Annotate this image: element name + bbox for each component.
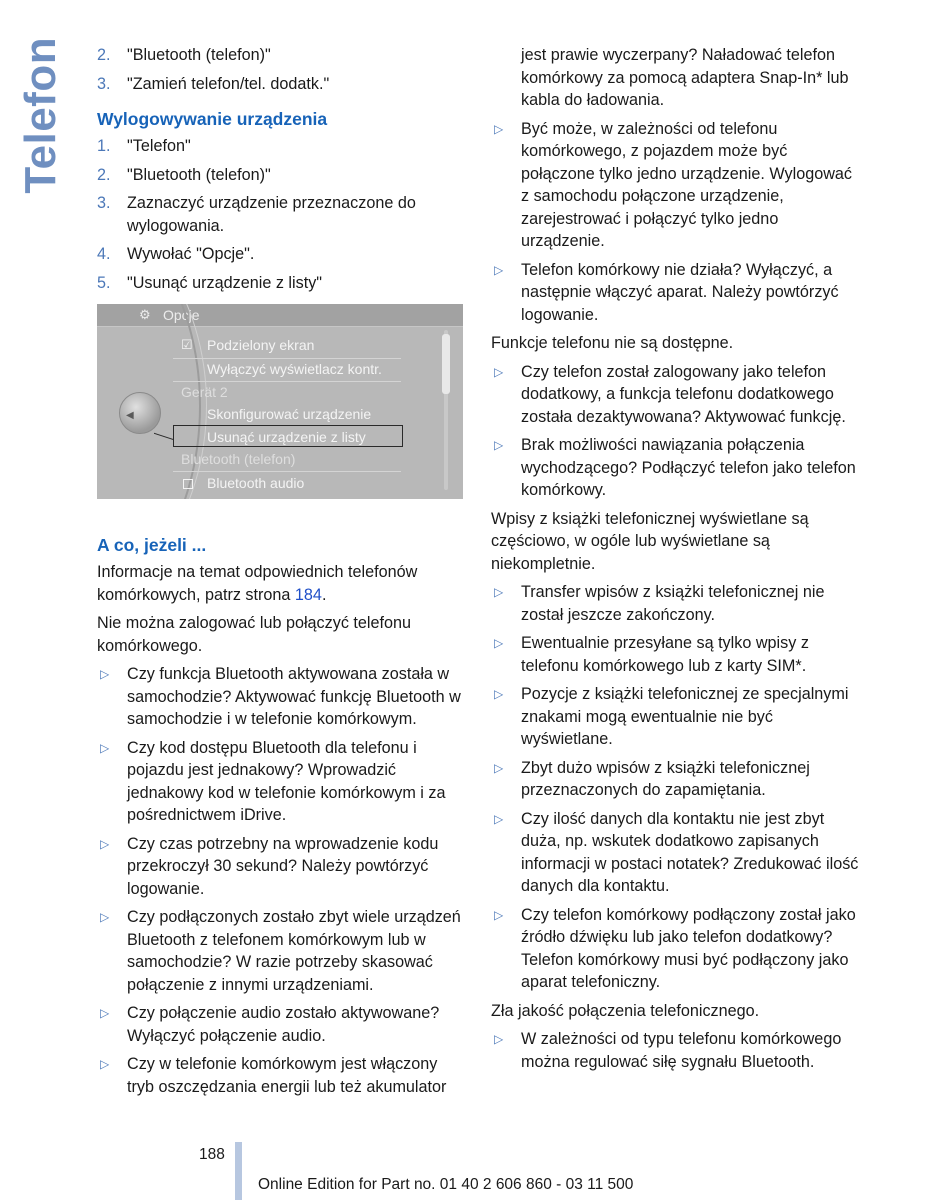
continuation-text: jest prawie wyczerpany? Naładować telefon komórkowy za pomocą adaptera Snap-In* lub kabla do ładowania. <box>521 46 849 109</box>
triangle-bullet-icon: ▷ <box>100 1006 110 1020</box>
steps-list-a <box>97 44 467 95</box>
triangle-bullet-icon: ▷ <box>100 667 110 681</box>
bullet-list <box>491 118 863 327</box>
footer-accent-bar <box>235 1142 242 1200</box>
triangle-bullet-icon: ▷ <box>494 636 504 650</box>
checkbox-checked-icon: ☑ <box>181 337 193 352</box>
triangle-bullet-icon: ▷ <box>494 907 504 922</box>
list-item: ▷ Czy funkcja Bluetooth aktywowana została w samochodzie? Aktywować funkcję Bluetooth w samochodzie i w telefonie komórkowym. <box>100 665 461 728</box>
divider <box>173 471 401 472</box>
page-number: 188 <box>199 1146 225 1163</box>
info-paragraph: Informacje na temat odpowiednich telefonów komórkowych, patrz strona 184. <box>97 563 418 604</box>
triangle-bullet-icon: ▷ <box>100 1057 110 1071</box>
list-item: 3. "Zamień telefon/tel. dodatk." <box>97 74 330 93</box>
menu-group-label: Gerät 2 <box>181 384 228 400</box>
triangle-bullet-icon: ▷ <box>494 687 504 701</box>
list-item: ▷ Czy czas potrzebny na wprowadzenie kodu przekroczył 30 sekund? Należy powtórzyć logowanie. <box>100 834 439 898</box>
list-item: ▷ Czy połączenie audio zostało aktywowane? Wyłączyć połączenie audio. <box>100 1004 440 1045</box>
menu-group-bluetooth-phone: Bluetooth (telefon) <box>181 451 296 467</box>
section-title-logout: Wylogowywanie urządzenia <box>97 109 328 129</box>
problem-heading: Zła jakość połączenia telefonicznego. <box>491 1001 760 1020</box>
triangle-bullet-icon: ▷ <box>494 121 504 136</box>
list-item: 2. "Bluetooth (telefon)" <box>97 46 271 64</box>
list-item: ▷ Być może, w zależności od telefonu komórkowego, z pojazdem może być połączone tylko jedno urządzenie. Wylogować z samochodu połączone urządzenie, zarejestrować i połączyć tylko jedno urządzenie. <box>494 119 852 250</box>
list-item: ▷ Telefon komórkowy nie działa? Wyłączyć, a następnie włączyć aparat. Należy powtórzyć logowanie. <box>494 260 839 324</box>
problem-heading: Funkcje telefonu nie są dostępne. <box>491 334 734 352</box>
divider <box>173 381 401 382</box>
right-column <box>491 44 863 1079</box>
list-item: 5. "Usunąć urządzenie z listy" <box>97 273 323 292</box>
menu-item-bluetooth-audio: Bluetooth audio <box>207 475 305 491</box>
idrive-options-screenshot <box>97 304 463 499</box>
list-item: ▷ Czy podłączonych zostało zbyt wiele urządzeń Bluetooth z telefonem komórkowym lub w samochodzie? W razie potrzeby skasować połączenie z innymi urządzeniami. <box>100 908 461 994</box>
list-item: ▷ Czy telefon komórkowy podłączony został jako źródło dźwięku lub jako telefon dodatkowy? Telefon komórkowy musi być podłączony jako aparat telefoniczny. <box>494 905 856 991</box>
bullet-list <box>97 663 467 1098</box>
menu-item-remove-device: Usunąć urządzenie z listy <box>207 429 366 445</box>
section-title-what-if: A co, jeżeli ... <box>97 535 207 555</box>
list-item: 3. Zaznaczyć urządzenie przeznaczone do wylogowania. <box>97 194 416 235</box>
edition-note: Online Edition for Part no. 01 40 2 606 860 - 03 11 500 <box>258 1176 634 1193</box>
problem-heading: Wpisy z książki telefonicznej wyświetlane są częściowo, w ogóle lub wyświetlane są niekompletnie. <box>491 509 809 573</box>
options-icon: ⚙ <box>139 307 151 322</box>
triangle-bullet-icon: ▷ <box>494 760 504 775</box>
bullet-list <box>491 1028 863 1073</box>
triangle-bullet-icon: ▷ <box>100 910 110 924</box>
bullet-list <box>491 361 863 502</box>
list-item: ▷ W zależności od typu telefonu komórkowego można regulować siłę sygnału Bluetooth. <box>494 1030 842 1071</box>
triangle-bullet-icon: ▷ <box>494 811 504 826</box>
list-item: 1. "Telefon" <box>97 137 191 155</box>
menu-item-display-off: Wyłączyć wyświetlacz kontr. <box>207 361 382 377</box>
triangle-bullet-icon: ▷ <box>100 836 110 851</box>
page-reference-link[interactable]: 184 <box>294 585 322 604</box>
divider <box>173 358 401 359</box>
triangle-bullet-icon: ▷ <box>494 1032 504 1046</box>
bullet-list <box>491 581 863 994</box>
triangle-bullet-icon: ▷ <box>100 740 110 755</box>
triangle-bullet-icon: ▷ <box>494 364 504 379</box>
section-side-tab-label: Telefon <box>15 36 65 194</box>
list-item: ▷ Czy w telefonie komórkowym jest włączony tryb oszczędzania energii lub też akumulator <box>100 1055 447 1096</box>
list-item: ▷ Ewentualnie przesyłane są tylko wpisy z telefonu komórkowego lub z karty SIM*. <box>494 634 809 675</box>
triangle-bullet-icon: ▷ <box>494 262 504 277</box>
list-item: ▷ Transfer wpisów z książki telefonicznej nie został jeszcze zakończony. <box>494 583 825 624</box>
list-item: ▷ Brak możliwości nawiązania połączenia wychodzącego? Podłączyć telefon jako telefon komórkowy. <box>494 436 856 499</box>
list-item: 2. "Bluetooth (telefon)" <box>97 165 271 184</box>
arrow-left-icon: ◀ <box>126 410 134 421</box>
section-side-tab <box>12 36 70 194</box>
screen-title: Opcje <box>163 307 200 323</box>
list-item: ▷ Pozycje z książki telefonicznej ze specjalnymi znakami mogą ewentualnie nie być wyświetlane. <box>494 685 849 748</box>
left-column <box>97 44 467 1104</box>
list-item: ▷ Zbyt dużo wpisów z książki telefonicznej przeznaczonych do zapamiętania. <box>494 758 810 799</box>
menu-item-configure: Skonfigurować urządzenie <box>207 406 372 422</box>
list-item: 4. Wywołać "Opcje". <box>97 245 255 263</box>
checkbox-empty-icon <box>183 479 193 489</box>
menu-item-split-screen: Podzielony ekran <box>207 337 315 353</box>
list-item: ▷ Czy kod dostępu Bluetooth dla telefonu i pojazdu jest jednakowy? Wprowadzić jednakowy kod w telefonie komórkowym i za pośrednictwem iDrive. <box>100 738 446 824</box>
steps-list-b <box>97 135 467 294</box>
problem-heading: Nie można zalogować lub połączyć telefonu komórkowego. <box>97 614 412 655</box>
triangle-bullet-icon: ▷ <box>494 438 504 452</box>
triangle-bullet-icon: ▷ <box>494 585 504 599</box>
screen-scrollbar <box>441 330 451 490</box>
list-item: ▷ Czy ilość danych dla kontaktu nie jest zbyt duża, np. wskutek dodatkowo zapisanych informacji w postaci notatek? Zredukować ilość danych dla kontaktu. <box>494 809 859 895</box>
list-item: ▷ Czy telefon został zalogowany jako telefon dodatkowy, a funkcja telefonu dodatkowego została dezaktywowana? Aktywować funkcję. <box>494 362 846 426</box>
